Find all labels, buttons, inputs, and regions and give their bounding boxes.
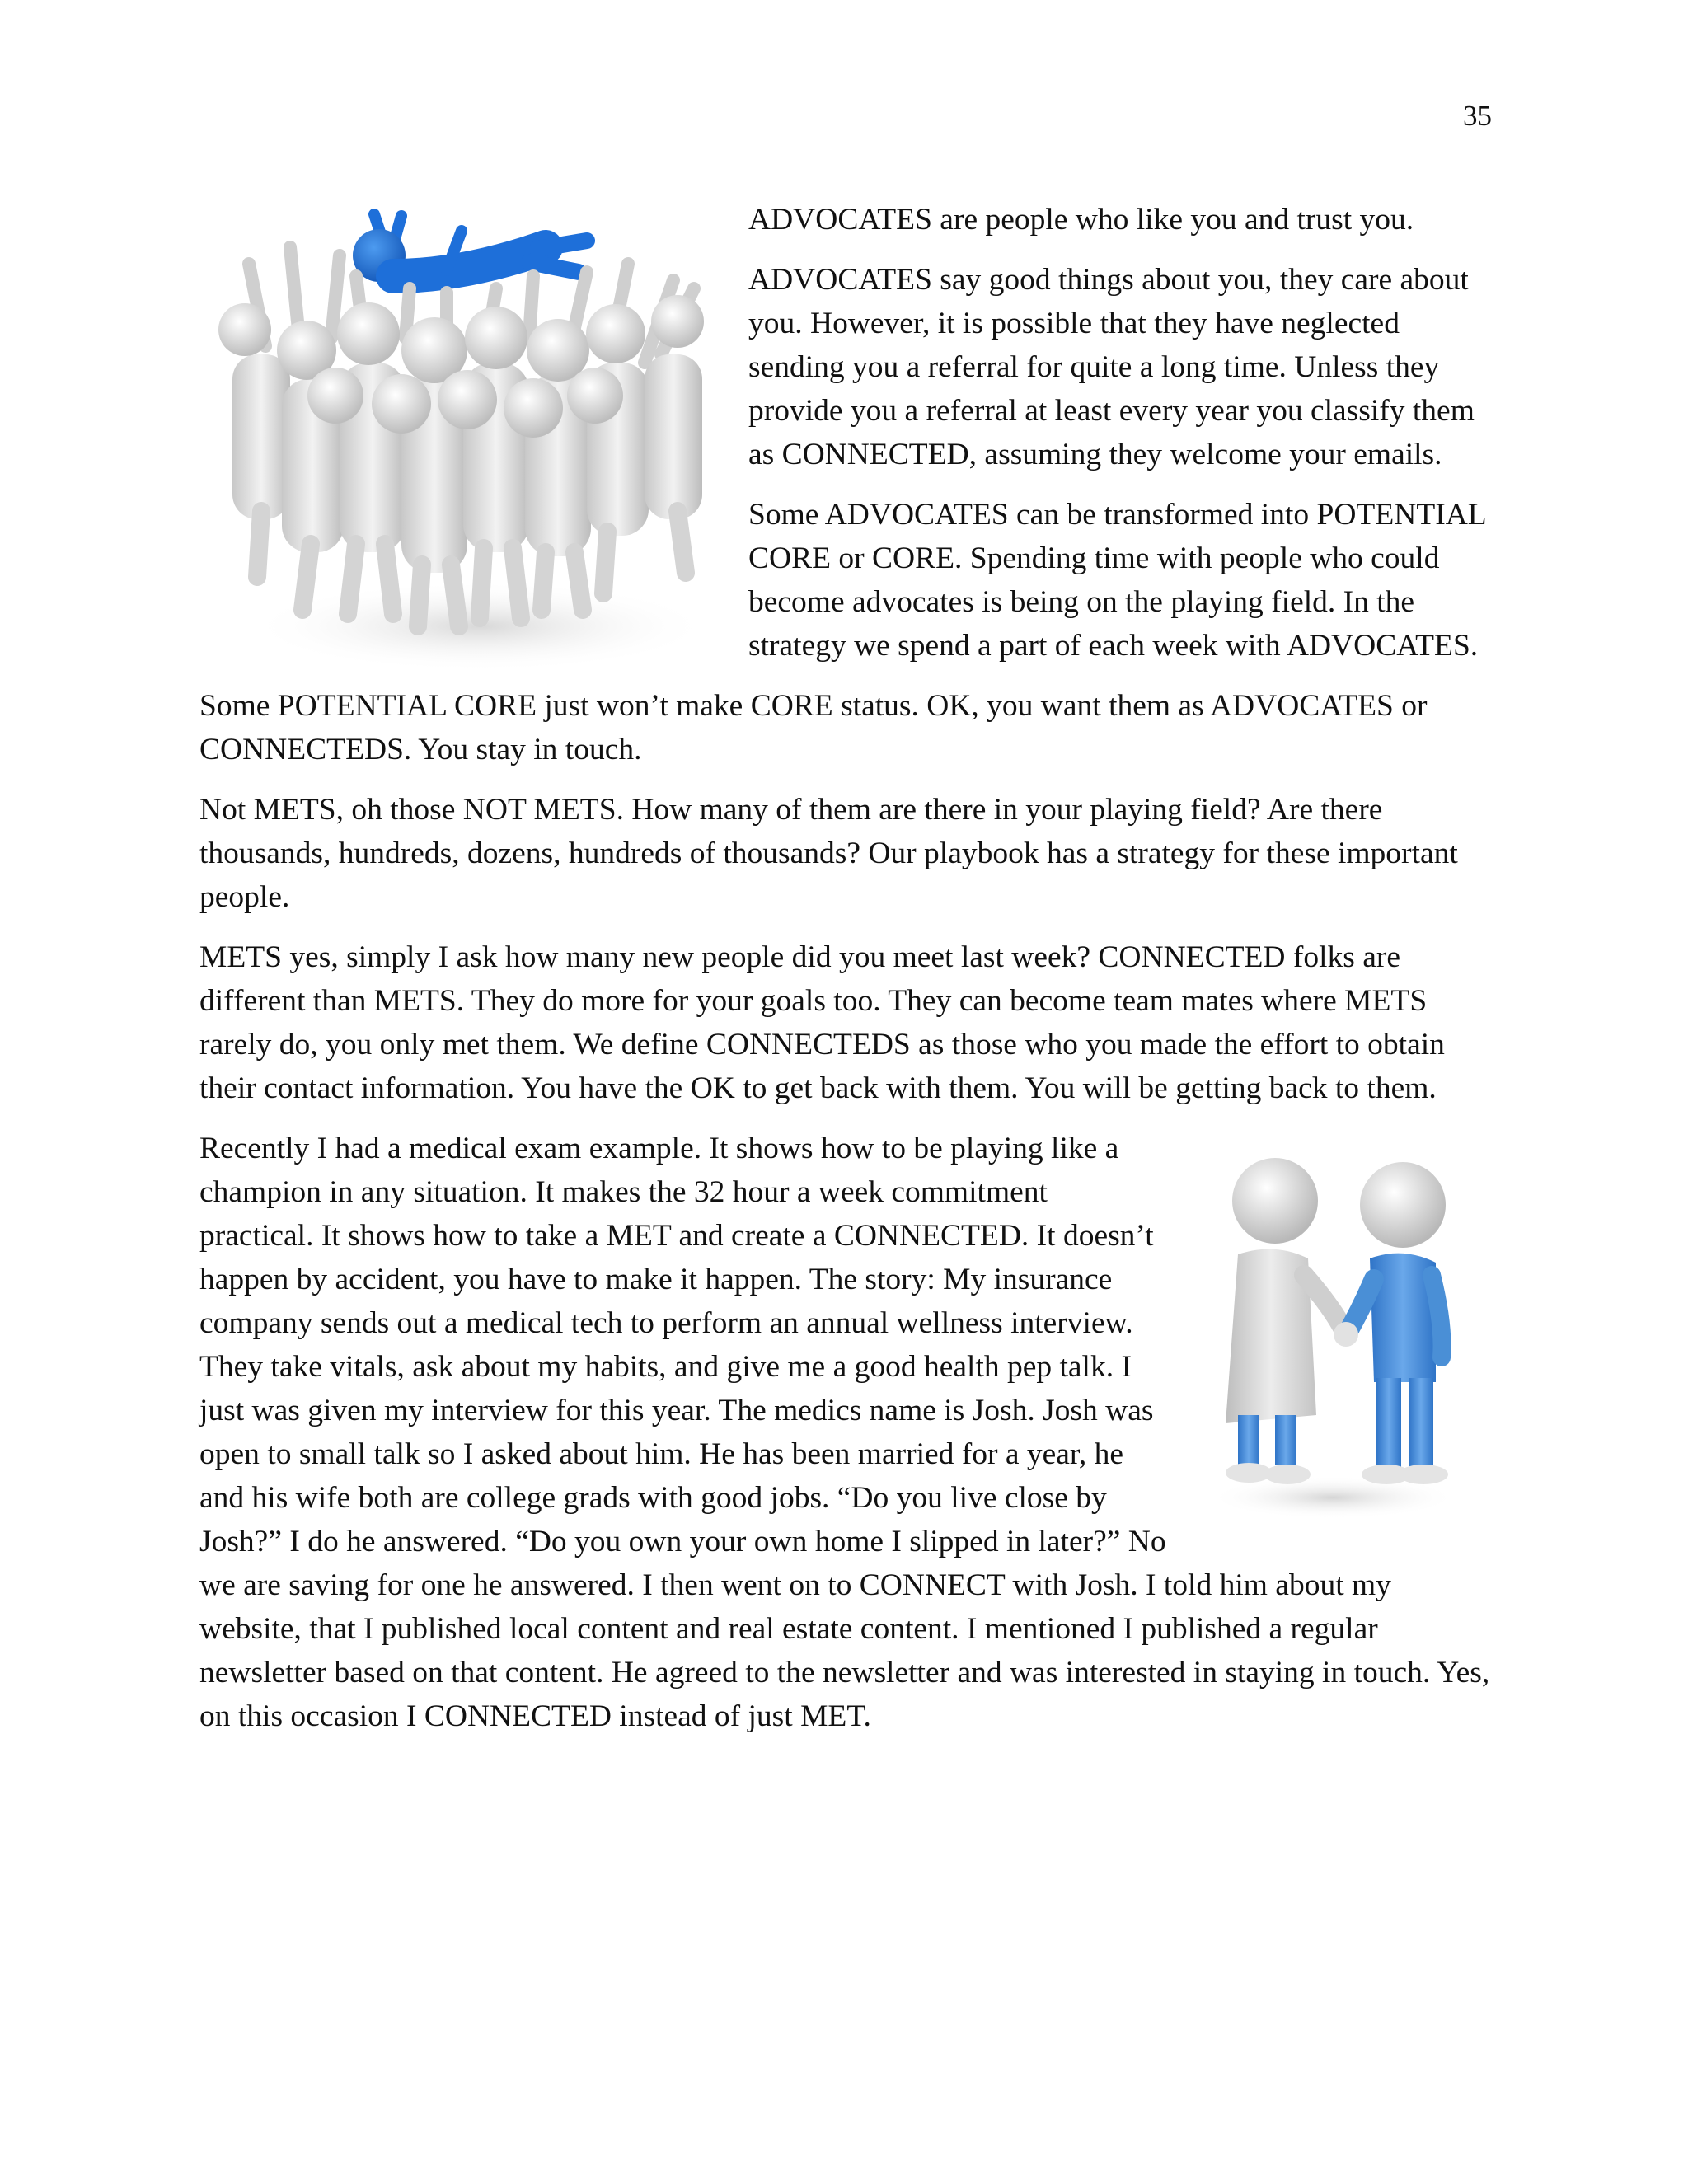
handshake-illustration-icon <box>1201 1143 1473 1522</box>
page-body <box>199 198 1493 1755</box>
paragraph-potential-core: Some POTENTIAL CORE just won’t make CORE status. OK, you want them as ADVOCATES or CONNECTEDS. You stay in touch. <box>199 689 1428 766</box>
paragraph-mets: METS yes, simply I ask how many new people did you meet last week? CONNECTED folks are different than METS. They do more for your goals too. They can become team mates where METS rarely do, you only met them. We define CONNECTEDS as those who you made the effort to obtain their contact information. You have the OK to get back with them. You will be getting back to them. <box>199 940 1445 1105</box>
page-number: 35 <box>1463 100 1492 132</box>
crowd-surfing-illustration-icon <box>199 198 748 676</box>
paragraph-advocates-intro: ADVOCATES are people who like you and trust you. <box>748 203 1414 237</box>
paragraph-advocates-transform: Some ADVOCATES can be transformed into POTENTIAL CORE or CORE. Spending time with people who could become advocates is being on the playing field. In the strategy we spend a part of each week with ADVOCATES. <box>748 498 1486 663</box>
paragraph-medical-exam-story: Recently I had a medical exam example. It shows how to be playing like a champion in any situation. It makes the 32 hour a week commitment practical. It shows how to take a MET and create a CONNECTED. It doesn’t happen by accident, you have to make it happen. The story: My insurance company sends out a medical tech to perform an annual wellness interview. They take vitals, ask about my habits, and give me a good health pep talk. I just was given my interview for this year. The medics name is Josh. Josh was open to small talk so I asked about him. He has been married for a year, he and his wife both are college grads with good jobs. “Do you live close by Josh?” I do he answered. “Do you own your own home I slipped in later?” No we are saving for one he answered. I then went on to CONNECT with Josh. I told him about my website, that I published local content and real estate content. I mentioned I published a regular newsletter based on that content. He agreed to the newsletter and was interested in staying in touch. Yes, on this occasion I CONNECTED instead of just MET. <box>199 1132 1490 1733</box>
paragraph-not-mets: Not METS, oh those NOT METS. How many of them are there in your playing field? Are there thousands, hundreds, dozens, hundreds of thousands? Our playbook has a strategy for these important people. <box>199 793 1458 914</box>
paragraph-advocates-referral: ADVOCATES say good things about you, they care about you. However, it is possible that they have neglected sending you a referral for quite a long time. Unless they provide you a referral at least every year you classify them as CONNECTED, assuming they welcome your emails. <box>748 263 1475 471</box>
